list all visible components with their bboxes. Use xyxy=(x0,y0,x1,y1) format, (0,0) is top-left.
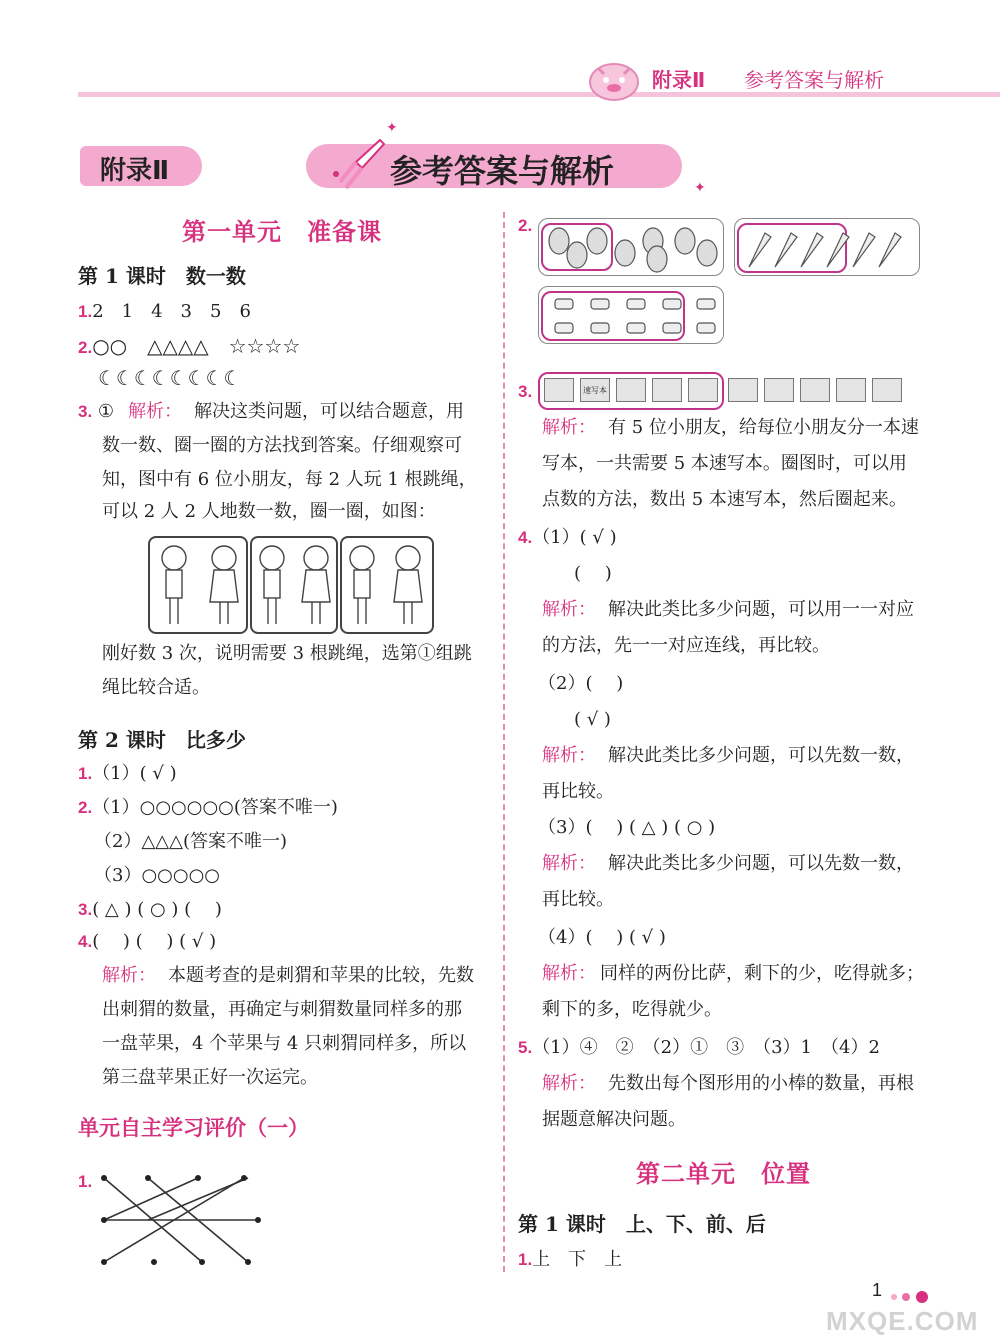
r-q4-1-analysis xyxy=(542,598,914,622)
sketchbook xyxy=(616,378,646,402)
analysis-label: 解析： xyxy=(542,599,596,620)
unit2-title: 第二单元 位置 xyxy=(636,1159,811,1188)
answer-text: ( ) ( ) ( √ ) xyxy=(92,931,217,952)
sketchbook xyxy=(652,378,682,402)
sketchbook xyxy=(688,378,718,402)
answer-text: ( △ ) ( ○ ) ( ) xyxy=(92,899,222,920)
q-num: 3. xyxy=(518,382,533,401)
analysis-text: 据题意解决问题。 xyxy=(542,1109,686,1130)
l1-q1 xyxy=(78,300,251,324)
r-q2 xyxy=(518,214,532,238)
q-num: 1. xyxy=(78,1172,93,1191)
header-label: 附录Ⅱ xyxy=(652,68,706,92)
sketchbooks-row xyxy=(538,372,908,410)
l2-q1 xyxy=(78,762,177,786)
eval-q1 xyxy=(78,1170,92,1194)
answer-shapes: ○○ △△△△ ☆☆☆☆ xyxy=(92,334,301,358)
analysis-label: 解析： xyxy=(542,417,596,438)
watermark: MXQE.COM xyxy=(826,1306,979,1336)
analysis-label: 解析： xyxy=(542,1073,596,1094)
eval-title: 单元自主学习评价（一） xyxy=(78,1115,309,1140)
analysis-label: 解析： xyxy=(102,965,156,986)
sketchbook-label: 速写本 xyxy=(583,386,607,395)
r-q5 xyxy=(518,1036,880,1060)
r-q4-2-analysis xyxy=(542,744,914,768)
q-num: 1. xyxy=(78,764,93,783)
analysis-text: 先数出每个图形用的小棒的数量，再根 xyxy=(608,1073,914,1094)
answer-text: （1）○○○○○○(答案不唯一) xyxy=(92,797,338,818)
eggs-box xyxy=(538,218,724,276)
analysis-text: 解决此类比多少问题，可以用一一对应 xyxy=(608,599,914,620)
r-q4-4-analysis xyxy=(542,962,924,986)
r-q4-3-analysis xyxy=(542,852,914,876)
sketchbook xyxy=(764,378,794,402)
answer-text: （4）( ) ( √ ) xyxy=(538,927,666,948)
banner-title-text: 参考答案与解析 xyxy=(390,152,615,190)
analysis-text: 刚好数 3 次，说明需要 3 根跳绳，选第①组跳 xyxy=(102,643,472,664)
sketchbook xyxy=(728,378,758,402)
candy-box xyxy=(538,286,724,344)
analysis-text: 剩下的多，吃得就少。 xyxy=(542,999,722,1020)
analysis-text: 解决此类比多少问题，可以先数一数， xyxy=(608,745,914,766)
analysis-text: 点数的方法，数出 5 本速写本，然后圈起来。 xyxy=(542,489,907,510)
analysis-text: 本题考查的是刺猬和苹果的比较，先数 xyxy=(168,965,474,986)
q-num: 2. xyxy=(78,338,93,357)
r-q4 xyxy=(518,526,617,550)
sketchbook xyxy=(544,378,574,402)
sketchbook xyxy=(836,378,866,402)
analysis-label: 解析： xyxy=(128,401,183,422)
analysis-text: 一盘苹果，4 个苹果与 4 只刺猬同样多，所以 xyxy=(102,1033,467,1054)
answer-text: 上 下 上 xyxy=(532,1249,623,1270)
answer-text: （1）( √ ) xyxy=(532,527,617,548)
q-num: 2. xyxy=(518,216,533,235)
analysis-text: 解决此类比多少问题，可以先数一数， xyxy=(608,853,914,874)
answer-text: ( ) xyxy=(574,563,612,584)
l2-q2 xyxy=(78,796,338,820)
analysis-text: 再比较。 xyxy=(542,889,614,910)
lesson1-title: 第 1 课时 数一数 xyxy=(78,264,246,288)
sketchbook xyxy=(872,378,902,402)
page-number: 1 xyxy=(872,1280,883,1300)
analysis-text: 写本，一共需要 5 本速写本。圈图时，可以用 xyxy=(542,453,907,474)
sparkle-icon: ✦ xyxy=(694,180,706,196)
answer-shapes: ☾☾☾☾☾☾☾☾ xyxy=(98,366,242,390)
answer-text: （2）( ) xyxy=(538,673,624,694)
q-num: 5. xyxy=(518,1038,533,1057)
analysis-text: 出刺猬的数量，再确定与刺猬数量同样多的那 xyxy=(102,999,462,1020)
q-num: 4. xyxy=(78,932,93,951)
rocket-icon xyxy=(326,134,390,192)
analysis-text: 同样的两份比萨，剩下的少，吃得就多； xyxy=(600,963,924,984)
sparkle-icon: ✦ xyxy=(386,120,398,136)
analysis-text: 的方法，先一一对应连线，再比较。 xyxy=(542,635,830,656)
banner-tag xyxy=(80,146,202,186)
l2-q3 xyxy=(78,898,222,922)
sketchbook xyxy=(580,378,610,402)
sketchbook xyxy=(800,378,830,402)
analysis-text: 可以 2 人 2 人地数一数，圈一圈，如图： xyxy=(102,501,436,522)
l1-q3 xyxy=(78,400,464,424)
analysis-text: 解决这类问题，可以结合题意，用 xyxy=(194,401,465,422)
r-q3-analysis xyxy=(542,416,919,440)
r-q5-analysis xyxy=(542,1072,914,1096)
answer-text: （2）△△△(答案不唯一) xyxy=(94,831,288,852)
answer-text: ① xyxy=(97,401,115,422)
unit1-title: 第一单元 准备课 xyxy=(182,217,382,246)
answer-text: 2 1 4 3 5 6 xyxy=(92,301,251,322)
header-title: 参考答案与解析 xyxy=(744,68,884,92)
analysis-label: 解析： xyxy=(542,963,596,984)
q-num: 3. xyxy=(78,900,93,919)
analysis-text: 知，图中有 6 位小朋友，每 2 人玩 1 根跳绳， xyxy=(102,469,477,490)
answer-text: ( √ ) xyxy=(574,709,611,730)
u2-q1 xyxy=(518,1248,622,1272)
column-divider xyxy=(503,212,505,1272)
matching-lines-figure xyxy=(98,1172,268,1268)
r-q3 xyxy=(518,380,532,404)
u2-lesson1-title: 第 1 课时 上、下、前、后 xyxy=(518,1212,766,1236)
kids-figure xyxy=(148,536,436,636)
q-num: 3. xyxy=(78,402,93,421)
l1-q2 xyxy=(78,334,300,360)
analysis-text: 再比较。 xyxy=(542,781,614,802)
answer-text: （1）( √ ) xyxy=(92,763,177,784)
q-num: 1. xyxy=(78,302,93,321)
q-num: 1. xyxy=(518,1250,533,1269)
analysis-text: 绳比较合适。 xyxy=(102,677,210,698)
analysis-text: 数一数、圈一圈的方法找到答案。仔细观察可 xyxy=(102,435,462,456)
mascot-icon xyxy=(588,56,640,102)
banner-tag-text: 附录Ⅱ xyxy=(100,156,170,186)
analysis-label: 解析： xyxy=(542,853,596,874)
l2-q4 xyxy=(78,930,216,954)
q-num: 4. xyxy=(518,528,533,547)
answer-text: （3）( ) ( △ ) ( ○ ) xyxy=(538,817,716,838)
page-dots-icon xyxy=(888,1288,934,1300)
q-num: 2. xyxy=(78,798,93,817)
answer-text: （1）④ ② （2）① ③ （3）1 （4）2 xyxy=(532,1037,880,1058)
analysis-label: 解析： xyxy=(542,745,596,766)
analysis-text: 有 5 位小朋友，给每位小朋友分一本速 xyxy=(608,417,919,438)
analysis-text: 第三盘苹果正好一次运完。 xyxy=(102,1067,318,1088)
answer-text: （3）○○○○○ xyxy=(94,865,220,886)
carrots-box xyxy=(734,218,920,276)
lesson2-title: 第 2 课时 比多少 xyxy=(78,728,246,752)
l2-q4-analysis xyxy=(102,964,474,988)
